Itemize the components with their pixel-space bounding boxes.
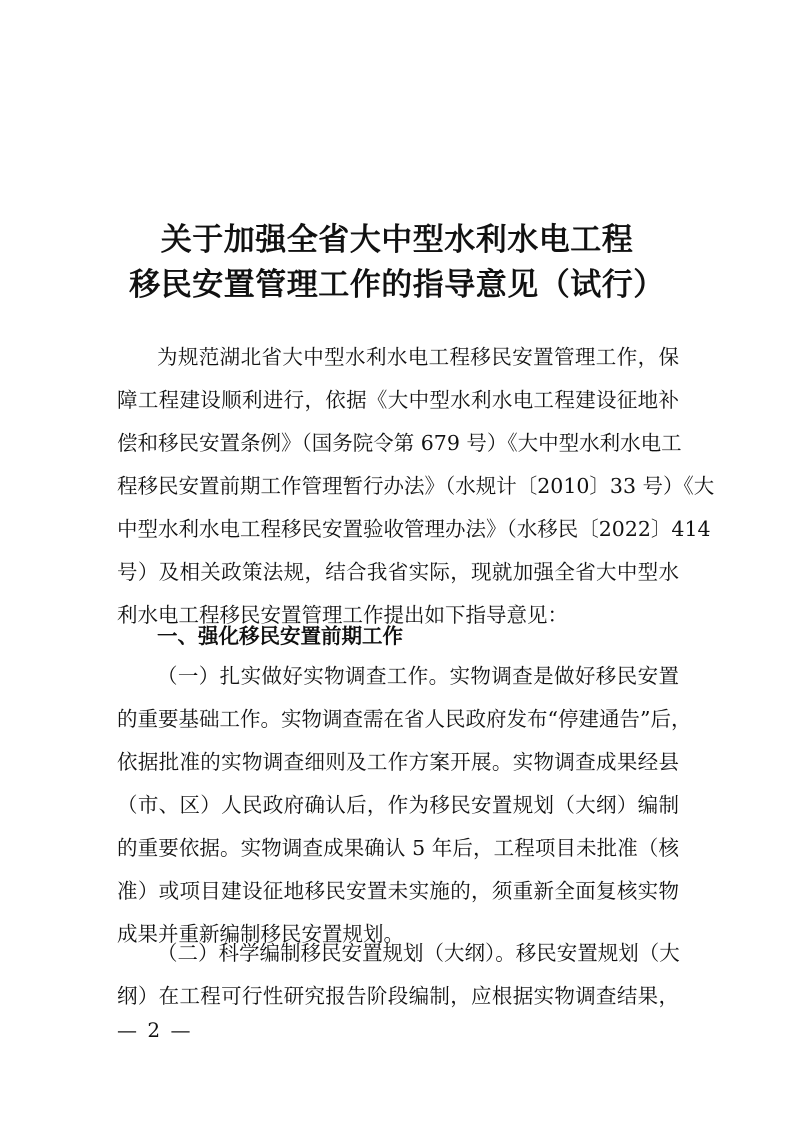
intro-line-1: 为规范湖北省大中型水利水电工程移民安置管理工作，保 xyxy=(157,345,679,369)
intro-line-4: 程移民安置前期工作管理暂行办法》（水规计〔2010〕33 号）《大 xyxy=(117,474,715,498)
intro-line-7: 利水电工程移民安置管理工作提出如下指导意见： xyxy=(117,603,568,627)
intro-line-6: 号）及相关政策法规，结合我省实际，现就加强全省大中型水 xyxy=(117,560,679,584)
item1-line-1: （一）扎实做好实物调查工作。实物调查是做好移民安置 xyxy=(157,664,679,688)
document-title-line-2: 移民安置管理工作的指导意见（试行） xyxy=(129,267,665,303)
page-number: — 2 — xyxy=(117,1018,193,1042)
item2-line-2: 纲）在工程可行性研究报告阶段编制，应根据实物调查结果， xyxy=(117,984,679,1008)
intro-line-2: 障工程建设顺利进行，依据《大中型水利水电工程建设征地补 xyxy=(117,388,679,412)
item1-line-7: 成果并重新编制移民安置规划。 xyxy=(117,922,404,946)
item1-line-5: 的重要依据。实物调查成果确认 5 年后，工程项目未批准（核 xyxy=(117,836,679,860)
item1-line-6: 准）或项目建设征地移民安置未实施的，须重新全面复核实物 xyxy=(117,879,679,903)
intro-line-5: 中型水利水电工程移民安置验收管理办法》（水移民〔2022〕414 xyxy=(117,517,711,541)
document-title-line-1: 关于加强全省大中型水利水电工程 xyxy=(160,222,634,258)
item1-line-3: 依据批准的实物调查细则及工作方案开展。实物调查成果经县 xyxy=(117,750,679,774)
item2-line-1: （二）科学编制移民安置规划（大纲）。移民安置规划（大 xyxy=(157,941,680,965)
item1-line-4: （市、区）人民政府确认后，作为移民安置规划（大纲）编制 xyxy=(117,793,679,817)
section-heading-1: 一、强化移民安置前期工作 xyxy=(157,624,403,648)
item1-line-2: 的重要基础工作。实物调查需在省人民政府发布“停建通告”后， xyxy=(117,707,692,731)
intro-line-3: 偿和移民安置条例》（国务院令第 679 号）《大中型水利水电工 xyxy=(117,431,682,455)
